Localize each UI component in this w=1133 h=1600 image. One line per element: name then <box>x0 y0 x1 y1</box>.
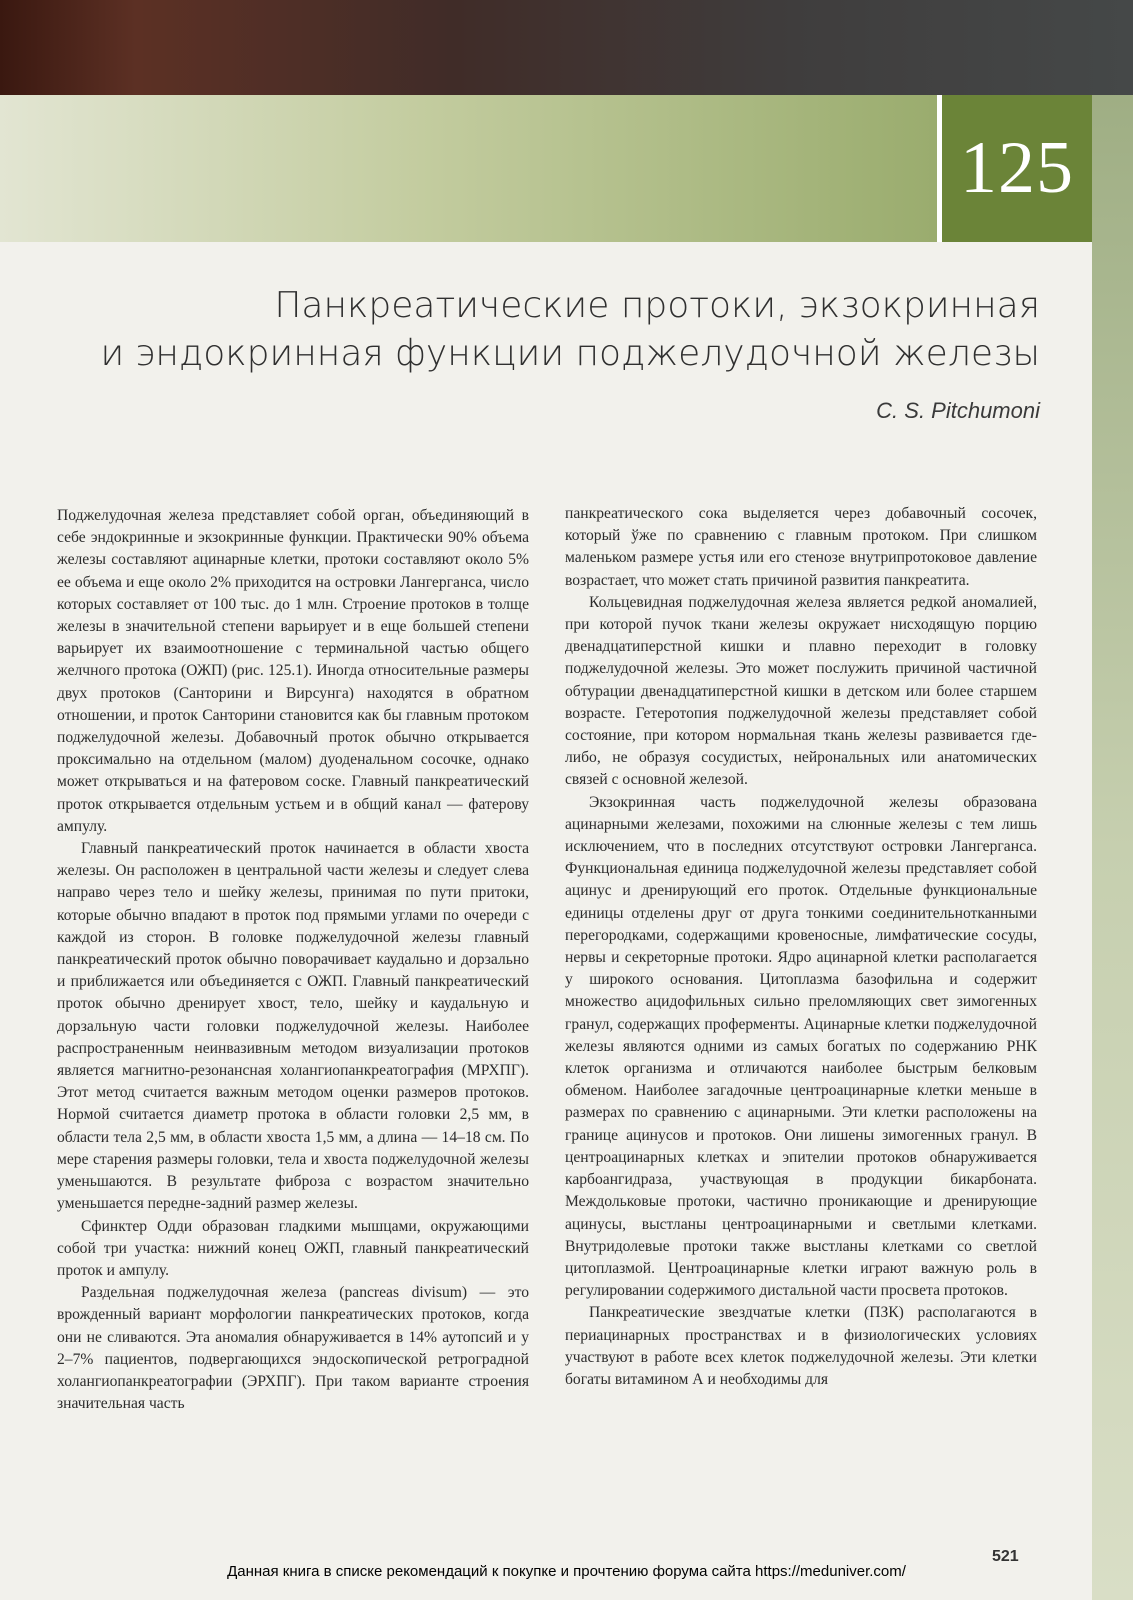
chapter-number: 125 <box>960 127 1074 209</box>
right-margin-band <box>1092 95 1133 1600</box>
paragraph: Панкреатические звездчатые клетки (ПЗК) располагаются в периацинарных пространствах и в физиологических условиях участвуют в работе всех клеток поджелудочной железы. Эти клетки богаты витамином А и необходимы для <box>565 1304 1037 1388</box>
footer-note: Данная книга в списке рекомендаций к покупке и прочтению форума сайта https://meduniver.com/ <box>227 1563 906 1580</box>
chapter-title-line-1: Панкреатические протоки, экзокринная <box>274 285 1040 326</box>
paragraph: панкреатического сока выделяется через добавочный сосочек, который ўже по сравнению с главным протоком. При слишком маленьком размере устья или его стенозе внутрипротоковое давление возрастает, что может стать причиной развития панкреатита. <box>565 505 1037 589</box>
paragraph: Экзокринная часть поджелудочной железы образована ацинарными железами, похожими на слюнные железы с тем лишь исключением, что в последних отсутствуют островки Лангерганса. Функциональная единица поджелудочной железы представляет собой ацинус и дренирующий его проток. Отдельные функциональные единицы отделены друг от друга тонкими соединительнотканными перегородками, содержащими кровеносные, лимфатические сосуды, нервы и секреторные протоки. Ядро ацинарной клетки располагается у широкого основания. Цитоплазма базофильна и содержит множество ацидофильных сильно преломляющих свет зимогенных гранул, содержащих проферменты. Ацинарные клетки поджелудочной железы являются одними из самых богатых по содержанию РНК клеток организма и отличаются наиболее быстрым белковым обменом. Наиболее загадочные центроацинарные клетки меньше в размерах по сравнению с ацинарными. Эти клетки расположены на границе ацинусов и протоков. Они лишены зимогенных гранул. В центроацинарных клетках и эпителии протоков обнаруживается карбоангидраза, участвующая в продукции бикарбоната. Междольковые протоки, частично проникающие и дренирующие ацинусы, выстланы центроацинарными и светлыми клетками. Внутридолевые протоки также выстланы клетками со светлой цитоплазмой. Центроацинарные клетки играют важную роль в регулировании содержимого дистальной части просвета протоков. <box>565 793 1037 1300</box>
paragraph: Кольцевидная поджелудочная железа является редкой аномалией, при которой пучок ткани железы окружает нисходящую порцию двенадцатиперстной кишки и плавно переходит в головку поджелудочной железы. Это может послужить причиной частичной обтурации двенадцатиперстной кишки в детском или более старшем возрасте. Гетеротопия поджелудочной железы представляет собой состояние, при котором нормальная ткань железы развивается где-либо, не образуя сосудистых, нейрональных или анатомических связей с основной железой. <box>565 593 1037 789</box>
chapter-title-line-2: и эндокринная функции поджелудочной железы <box>100 333 1040 374</box>
page-number: 521 <box>992 1548 1019 1565</box>
chapter-header-band <box>0 95 937 242</box>
paragraph: Главный панкреатический проток начинается в области хвоста железы. Он расположен в центральной части железы и следует слева направо через тело и шейку железы, принимая по пути притоки, которые обычно впадают в проток под прямыми углами по очереди с каждой из сторон. В головке поджелудочной железы главный панкреатический проток обычно поворачивает каудально и дорзально и приближается или объединяется с ОЖП. Главный панкреатический проток обычно дренирует хвост, тело, шейку и каудальную и дорзальную части головки поджелудочной железы. Наиболее распространенным неинвазивным методом визуализации протоков является магнитно-резонансная холангиопанкреатография (МРХПГ). Этот метод считается важным методом оценки размеров протоков. Нормой считается диаметр протока в области головки 2,5 мм, в области тела 2,5 мм, в области хвоста 1,5 мм, а длина — 14–18 см. По мере старения размеры головки, тела и хвоста поджелудочной железы уменьшаются. В результате фиброза с возрастом значительно уменьшается передне-задний размер железы. <box>57 840 529 1213</box>
right-text-column <box>565 503 1037 1391</box>
chapter-number-box <box>937 95 1092 242</box>
chapter-title <box>80 282 1040 378</box>
paragraph: Поджелудочная железа представляет собой орган, объединяющий в себе эндокринные и экзокринные функции. Практически 90% объема железы составляют ацинарные клетки, протоки составляют около 5% ее объема и еще около 2% приходится на островки Лангерганса, число которых составляет от 100 тыс. до 1 млн. Строение протоков в толще железы в значительной степени варьирует и в еще большей степени варьирует их взаимоотношение с терминальной частью общего желчного протока (ОЖП) (рис. 125.1). Иногда относительные размеры двух протоков (Санторини и Вирсунга) находятся в обратном отношении, и проток Санторини становится как бы главным протоком поджелудочной железы. Добавочный проток обычно открывается проксимально на отдельном (малом) дуоденальном сосочке, однако может открываться и на фатеровом соске. Главный панкреатический проток открывается отдельным устьем и в общий канал — фатерову ампулу. <box>57 507 529 835</box>
left-text-column <box>57 505 529 1415</box>
author-name: C. S. Pitchumoni <box>876 398 1040 423</box>
top-photo-strip <box>0 0 1133 95</box>
paragraph: Раздельная поджелудочная железа (pancreas divisum) — это врожденный вариант морфологии панкреатических протоков, когда они не сливаются. Эта аномалия обнаруживается в 14% аутопсий и у 2–7% пациентов, подвергающихся эндоскопической ретроградной холангиопанкреатографии (ЭРХПГ). При таком варианте строения значительная часть <box>57 1284 529 1413</box>
paragraph: Сфинктер Одди образован гладкими мышцами, окружающими собой три участка: нижний конец ОЖП, главный панкреатический проток и ампулу. <box>57 1217 529 1279</box>
